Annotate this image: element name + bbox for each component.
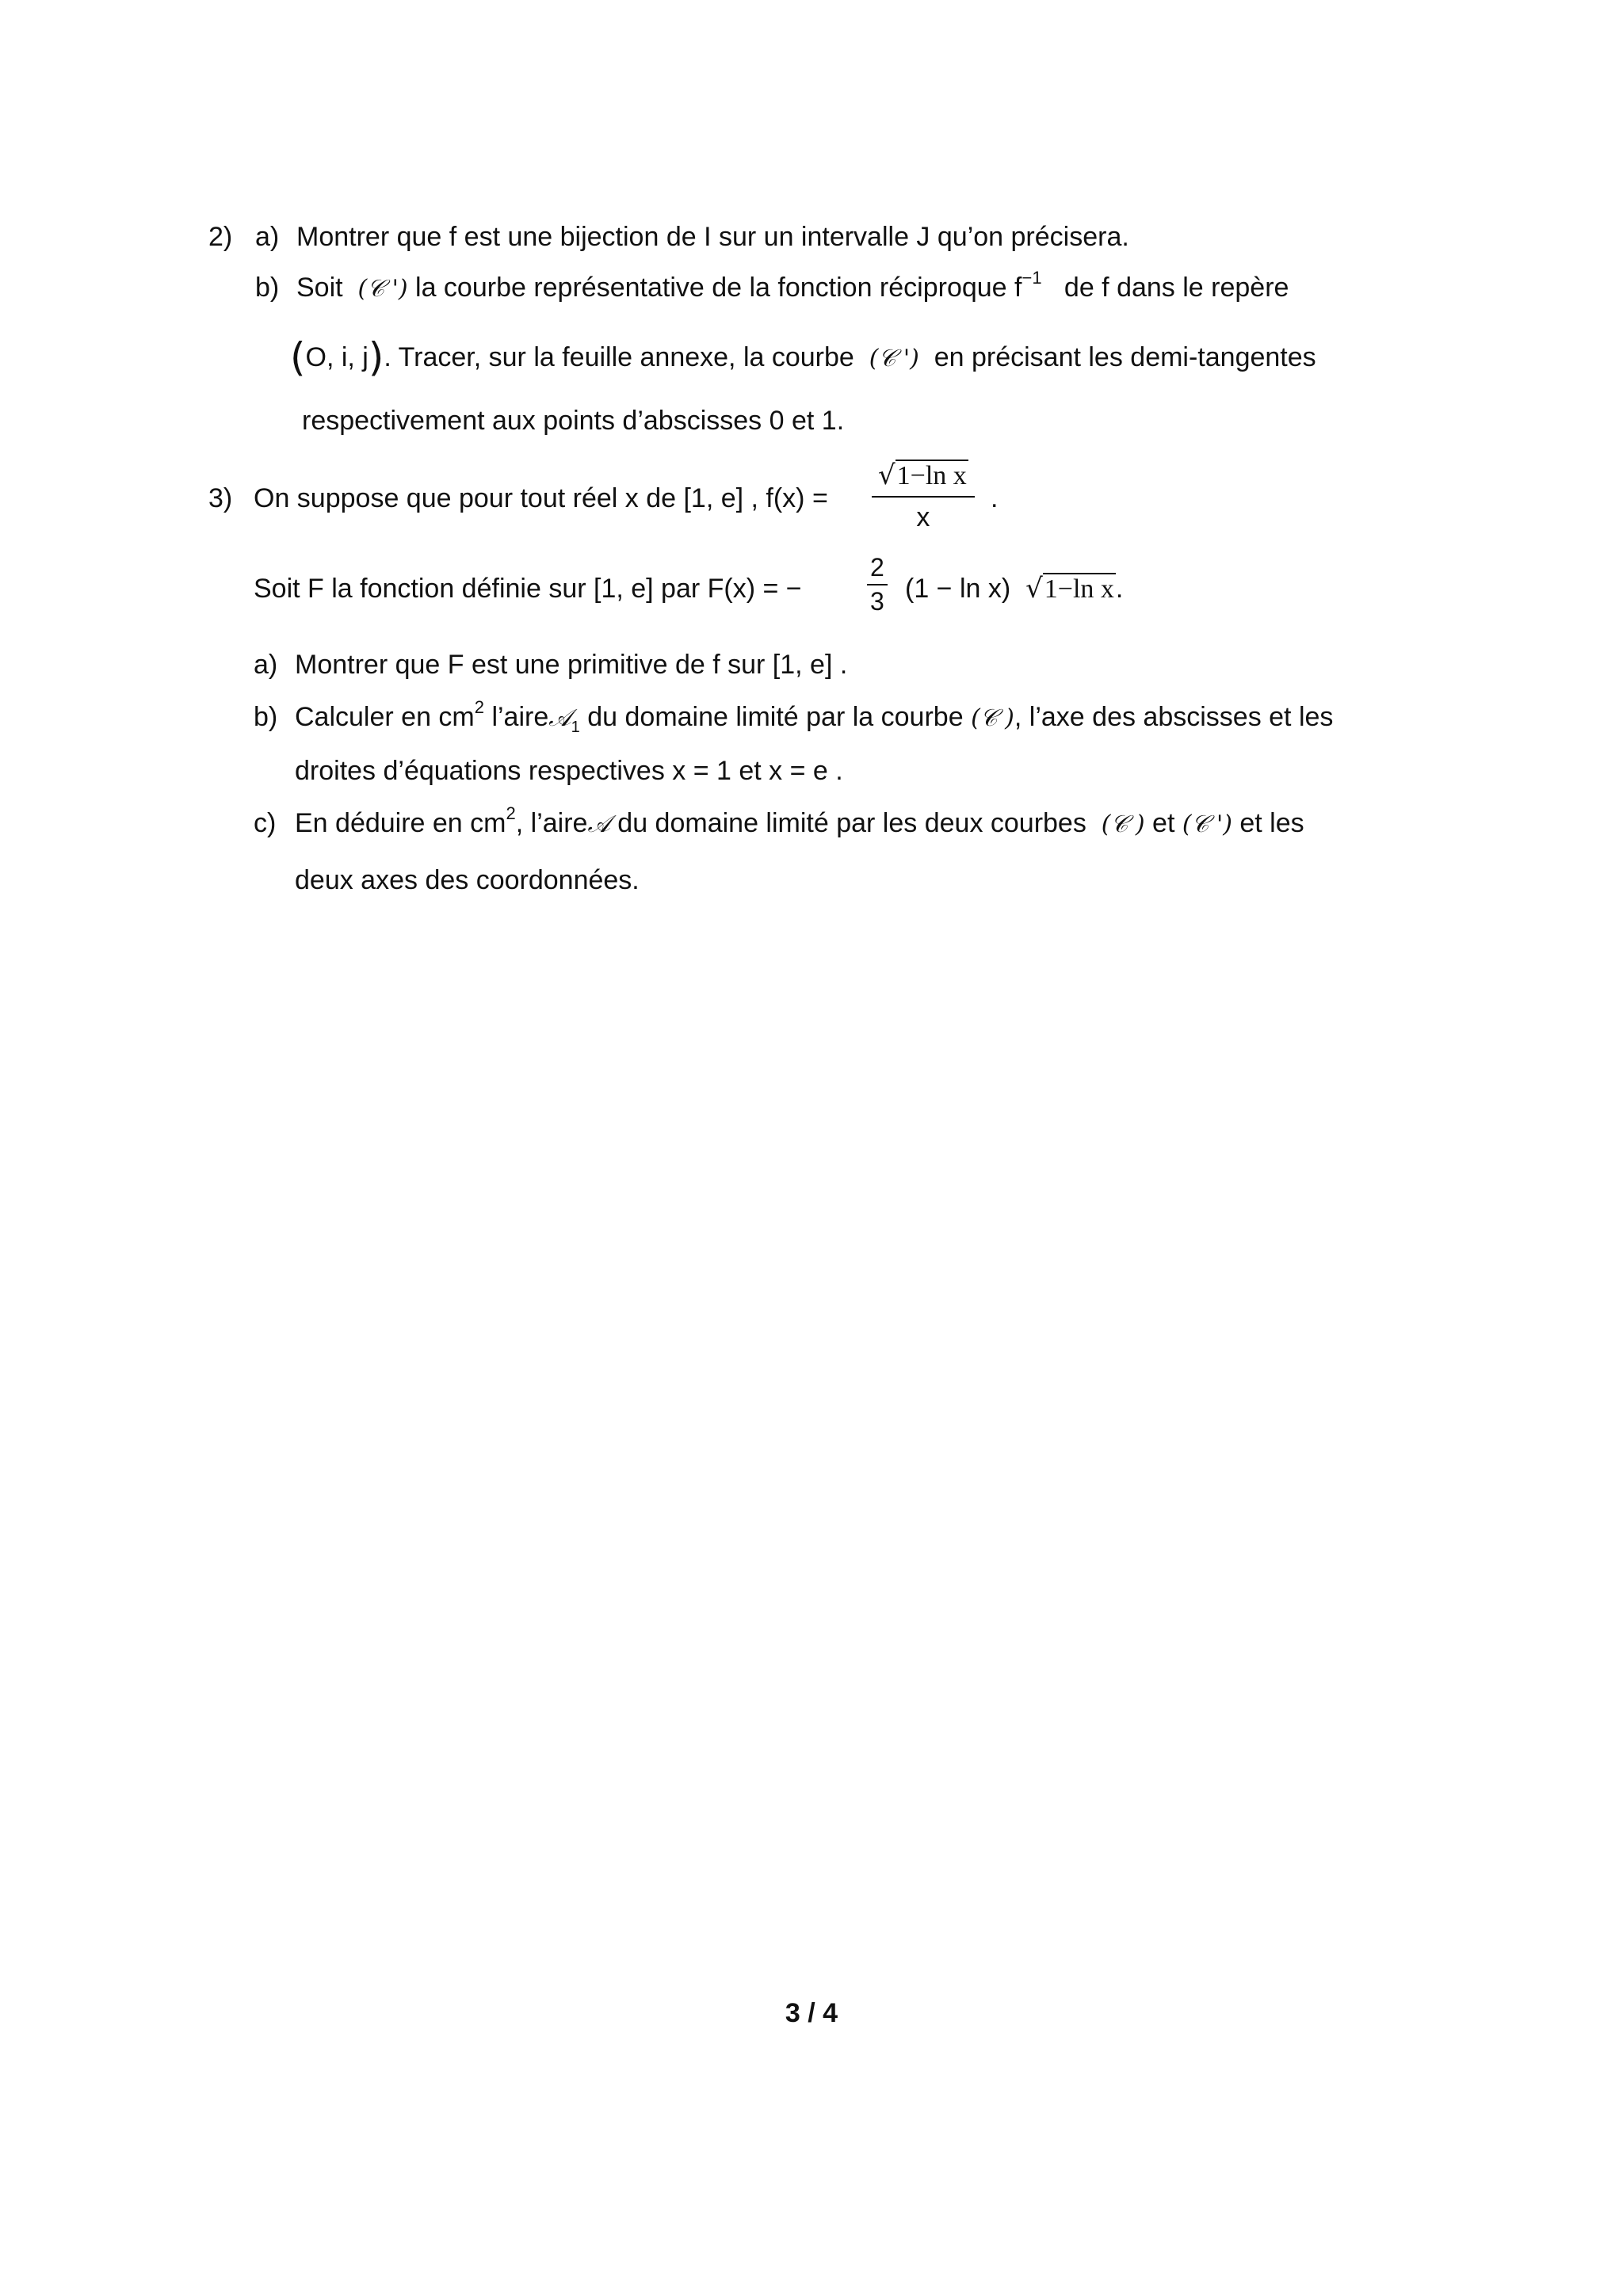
q3-intro: On suppose que pour tout réel x de [1, e] , f(x) =: [254, 483, 828, 513]
q3c-line1: [295, 803, 1304, 838]
f-numerator: √1−ln x: [872, 460, 975, 498]
q2b-line2: [290, 333, 1316, 380]
frame-open-paren: (: [290, 334, 306, 380]
q3b-text3: du domaine limité par la courbe: [587, 702, 964, 732]
q3b-area: 𝒜: [548, 704, 571, 732]
q3b-area-sub: 1: [571, 719, 580, 736]
q3b-sup: 2: [474, 697, 484, 717]
frame-close-paren: ): [368, 334, 384, 380]
q3c-curve1: (𝒞 ): [1101, 810, 1145, 838]
page-number: 3 / 4: [785, 1998, 838, 2028]
F-radicand: 1−ln x: [1044, 574, 1114, 604]
q3c-sup: 2: [506, 803, 516, 823]
q3b-text5: droites d’équations respectives x = 1 et x = e .: [295, 756, 843, 786]
f-period: .: [991, 483, 999, 513]
q2-number: 2): [208, 222, 233, 252]
q3a-text: Montrer que F est une primitive de f sur [1, e] .: [295, 650, 848, 680]
F-end: .: [1115, 574, 1124, 604]
F-rest: (1 − ln x) √1−ln x.: [905, 573, 1124, 605]
f-radicand: 1−ln x: [896, 461, 967, 490]
q3c-text2: , l’aire: [515, 808, 588, 838]
q2b-text1: Soit: [296, 273, 343, 303]
F-denominator: 3: [870, 587, 884, 616]
f-fraction: [872, 460, 975, 533]
q3c-text1: En déduire en cm: [295, 808, 506, 838]
q2b-curve: (𝒞 '): [357, 275, 408, 303]
q2b-text6: respectivement aux points d’abscisses 0 et 1.: [302, 406, 845, 436]
q3c-text4: et: [1152, 808, 1175, 838]
q2b-text4: . Tracer, sur la feuille annexe, la courbe: [384, 342, 854, 372]
F-factor: (1 − ln x): [905, 574, 1011, 604]
q3c-curve2: (𝒞 '): [1182, 810, 1232, 838]
q3-number: 3): [208, 483, 233, 513]
q3b-label: b): [254, 702, 278, 732]
q3c-label: c): [254, 808, 277, 838]
q3b-text1: Calculer en cm: [295, 702, 475, 732]
q2a-text: Montrer que f est une bijection de I sur un intervalle J qu’on précisera.: [296, 222, 1129, 252]
F-intro: Soit F la fonction définie sur [1, e] par F(x) = −: [254, 574, 802, 604]
q3b-curve: (𝒞 ): [971, 704, 1014, 732]
q2b-text2: la courbe représentative de la fonction réciproque f: [415, 273, 1022, 303]
q3c-text3: du domaine limité par les deux courbes: [617, 808, 1086, 838]
q2b-label: b): [255, 273, 280, 303]
q3a-label: a): [254, 650, 278, 680]
F-numerator: 2: [867, 553, 888, 585]
q2b-frame: O, i, j: [305, 342, 369, 372]
q3c-text5: et les: [1239, 808, 1304, 838]
F-fraction: [867, 553, 888, 616]
q3b-line1: [295, 697, 1334, 736]
q2b-text5: en précisant les demi-tangentes: [934, 342, 1316, 372]
q2a-label: a): [255, 222, 280, 252]
q2b-exponent: −1: [1022, 268, 1042, 288]
q2b-text3: de f dans le repère: [1064, 273, 1289, 303]
f-denominator: x: [916, 502, 930, 532]
q3c-area: 𝒜: [587, 810, 610, 838]
q3b-text4: , l’axe des abscisses et les: [1014, 702, 1334, 732]
q2b-curve2: (𝒞 '): [869, 345, 919, 372]
q3b-text2: l’aire: [491, 702, 549, 732]
q2b-line1: [296, 268, 1289, 303]
q3c-text6: deux axes des coordonnées.: [295, 865, 640, 895]
